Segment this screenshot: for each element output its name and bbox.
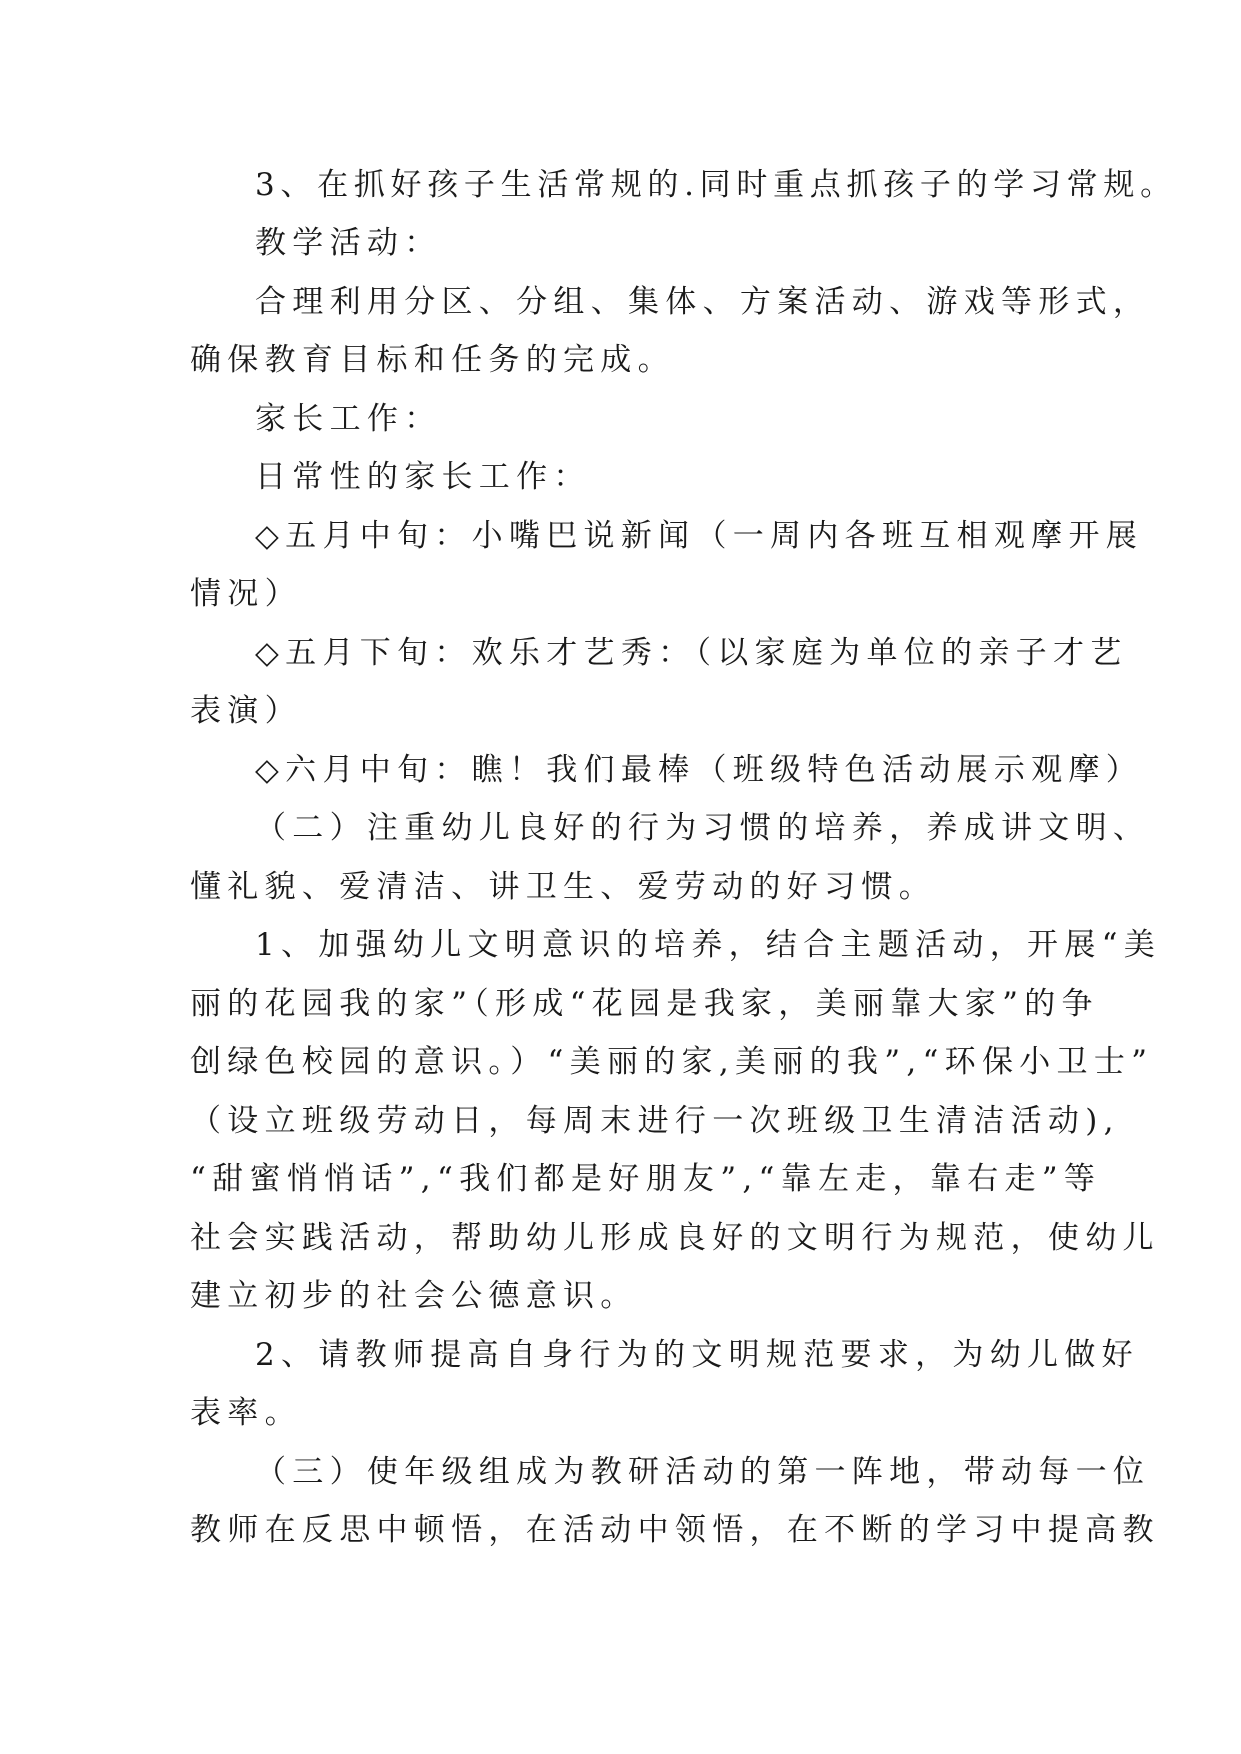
text-line: 2、请教师提高自身行为的文明规范要求，为幼儿做好 bbox=[255, 1337, 1139, 1373]
text-line: 社会实践活动，帮助幼儿形成良好的文明行为规范，使幼儿 bbox=[190, 1220, 1160, 1256]
text-line: 教师在反思中顿悟，在活动中领悟，在不断的学习中提高教 bbox=[190, 1512, 1160, 1548]
text-line: ◇五月下旬：欢乐才艺秀：（以家庭为单位的亲子才艺 bbox=[255, 635, 1128, 671]
text-line: （二）注重幼儿良好的行为习惯的培养，养成讲文明、 bbox=[255, 810, 1151, 846]
text-line: 3、在抓好孩子生活常规的.同时重点抓孩子的学习常规。 bbox=[255, 167, 1177, 203]
text-line: 合理利用分区、分组、集体、方案活动、游戏等形式， bbox=[255, 284, 1151, 320]
text-line: “甜蜜悄悄话”,“我们都是好朋友”,“靠左走，靠右走”等 bbox=[190, 1161, 1102, 1197]
text-line: 1、加强幼儿文明意识的培养，结合主题活动，开展“美 bbox=[255, 927, 1162, 963]
text-line: ◇六月中旬：瞧！我们最棒（班级特色活动展示观摩） bbox=[255, 752, 1144, 788]
text-line: 日常性的家长工作： bbox=[255, 459, 591, 495]
text-line: 情况） bbox=[190, 576, 302, 612]
text-line: 确保教育目标和任务的完成。 bbox=[190, 342, 675, 378]
text-line: 表率。 bbox=[190, 1395, 302, 1431]
text-line: ◇五月中旬：小嘴巴说新闻（一周内各班互相观摩开展 bbox=[255, 518, 1144, 554]
text-line: 丽的花园我的家”（形成“花园是我家，美丽靠大家”的争 bbox=[190, 986, 1099, 1022]
text-line: 建立初步的社会公德意识。 bbox=[190, 1278, 638, 1314]
text-line: 创绿色校园的意识。）“美丽的家,美丽的我”,“环保小卫士” bbox=[190, 1044, 1154, 1080]
text-line: 懂礼貌、爱清洁、讲卫生、爱劳动的好习惯。 bbox=[190, 869, 936, 905]
text-line: （三）使年级组成为教研活动的第一阵地，带动每一位 bbox=[255, 1454, 1151, 1490]
text-line: （设立班级劳动日，每周末进行一次班级卫生清洁活动), bbox=[190, 1103, 1120, 1139]
text-line: 教学活动： bbox=[255, 225, 442, 261]
text-line: 家长工作： bbox=[255, 401, 442, 437]
text-line: 表演） bbox=[190, 693, 302, 729]
